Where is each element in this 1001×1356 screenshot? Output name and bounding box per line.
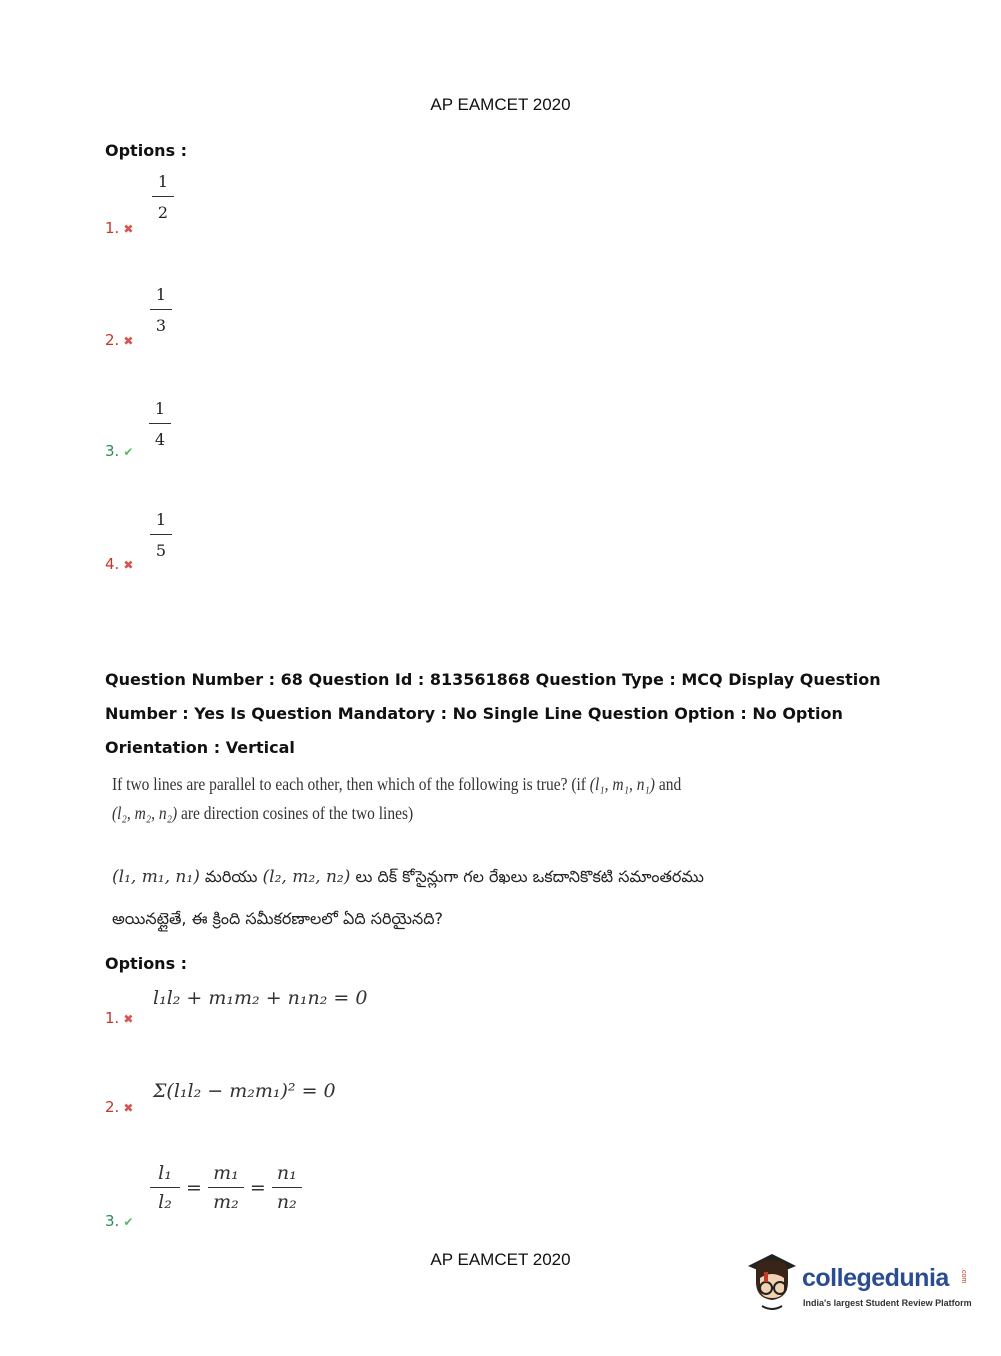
option-fraction — [149, 285, 173, 335]
cross-icon: ✖ — [123, 222, 134, 236]
option-number: 2. — [105, 1098, 120, 1116]
page-footer: AP EAMCET 2020 — [430, 1250, 571, 1269]
math-expression: (l₂, m₂, n₂) — [112, 803, 178, 823]
question-meta-line: Number : Yes Is Question Mandatory : No Single Line Question Option : No Option — [105, 704, 843, 723]
option-number: 3. — [105, 442, 120, 460]
option-fraction — [149, 510, 173, 560]
check-icon: ✔ — [123, 1215, 134, 1229]
math-expression: (l₁, m₁, n₁) — [589, 774, 655, 794]
denominator: 4 — [154, 430, 166, 449]
logo-tagline: India's largest Student Review Platform — [803, 1298, 972, 1308]
option-expression: Σ(l₁l₂ − m₂m₁)² = 0 — [153, 1080, 336, 1102]
option-number: 1. — [105, 1009, 120, 1027]
numerator: 1 — [155, 510, 167, 529]
question-text-english: If two lines are parallel to each other, then which of the following is true? (if (l₁, m₁, n₁) and (l₂, m₂, n₂) are direction cosines of the two lines) — [112, 774, 682, 823]
cross-icon: ✖ — [123, 558, 134, 572]
numerator: 1 — [154, 399, 166, 418]
question-meta-line: Question Number : 68 Question Id : 813561868 Question Type : MCQ Display Question — [105, 670, 881, 689]
options-label: Options : — [105, 954, 188, 973]
option-fraction — [151, 172, 175, 222]
logo-suffix: .com — [960, 1268, 967, 1284]
question-meta — [105, 663, 925, 765]
option-expression: l₁l₂ + m₁m₂ + n₁n₂ = 0 — [153, 987, 368, 1009]
page-header: AP EAMCET 2020 — [430, 95, 571, 114]
numerator: 1 — [155, 285, 167, 304]
question-meta-line: Orientation : Vertical — [105, 738, 295, 757]
denominator: 5 — [155, 541, 167, 560]
math-expression: (l₁, m₁, n₁) — [112, 867, 200, 887]
cross-icon: ✖ — [123, 1012, 134, 1026]
option-number: 1. — [105, 219, 120, 237]
mascot-icon — [742, 1248, 802, 1316]
option-fraction — [148, 399, 172, 449]
cross-icon: ✖ — [123, 334, 134, 348]
check-icon: ✔ — [123, 445, 134, 459]
collegedunia-logo — [742, 1248, 972, 1318]
cross-icon: ✖ — [123, 1101, 134, 1115]
logo-name: collegedunia — [802, 1264, 949, 1292]
options-label: Options : — [105, 141, 188, 160]
numerator: 1 — [157, 172, 169, 191]
option-number: 4. — [105, 555, 120, 573]
denominator: 2 — [157, 203, 169, 222]
question-text-telugu: (l₁, m₁, n₁) మరియు (l₂, m₂, n₂) లు దిక్ కోసైన్లుగా గల రేఖలు ఒకదానికొకటి సమాంతరము అయినట్లైతే, ఈ క్రింది సమీకరణాలలో ఏది సరియైనది? — [112, 867, 704, 928]
option-number: 2. — [105, 331, 120, 349]
option-number: 3. — [105, 1212, 120, 1230]
denominator: 3 — [155, 316, 167, 335]
math-expression: (l₂, m₂, n₂) — [262, 867, 351, 887]
option-expression: l₁ l₂ = m₁ m₂ = n₁ n₂ — [150, 1162, 302, 1213]
